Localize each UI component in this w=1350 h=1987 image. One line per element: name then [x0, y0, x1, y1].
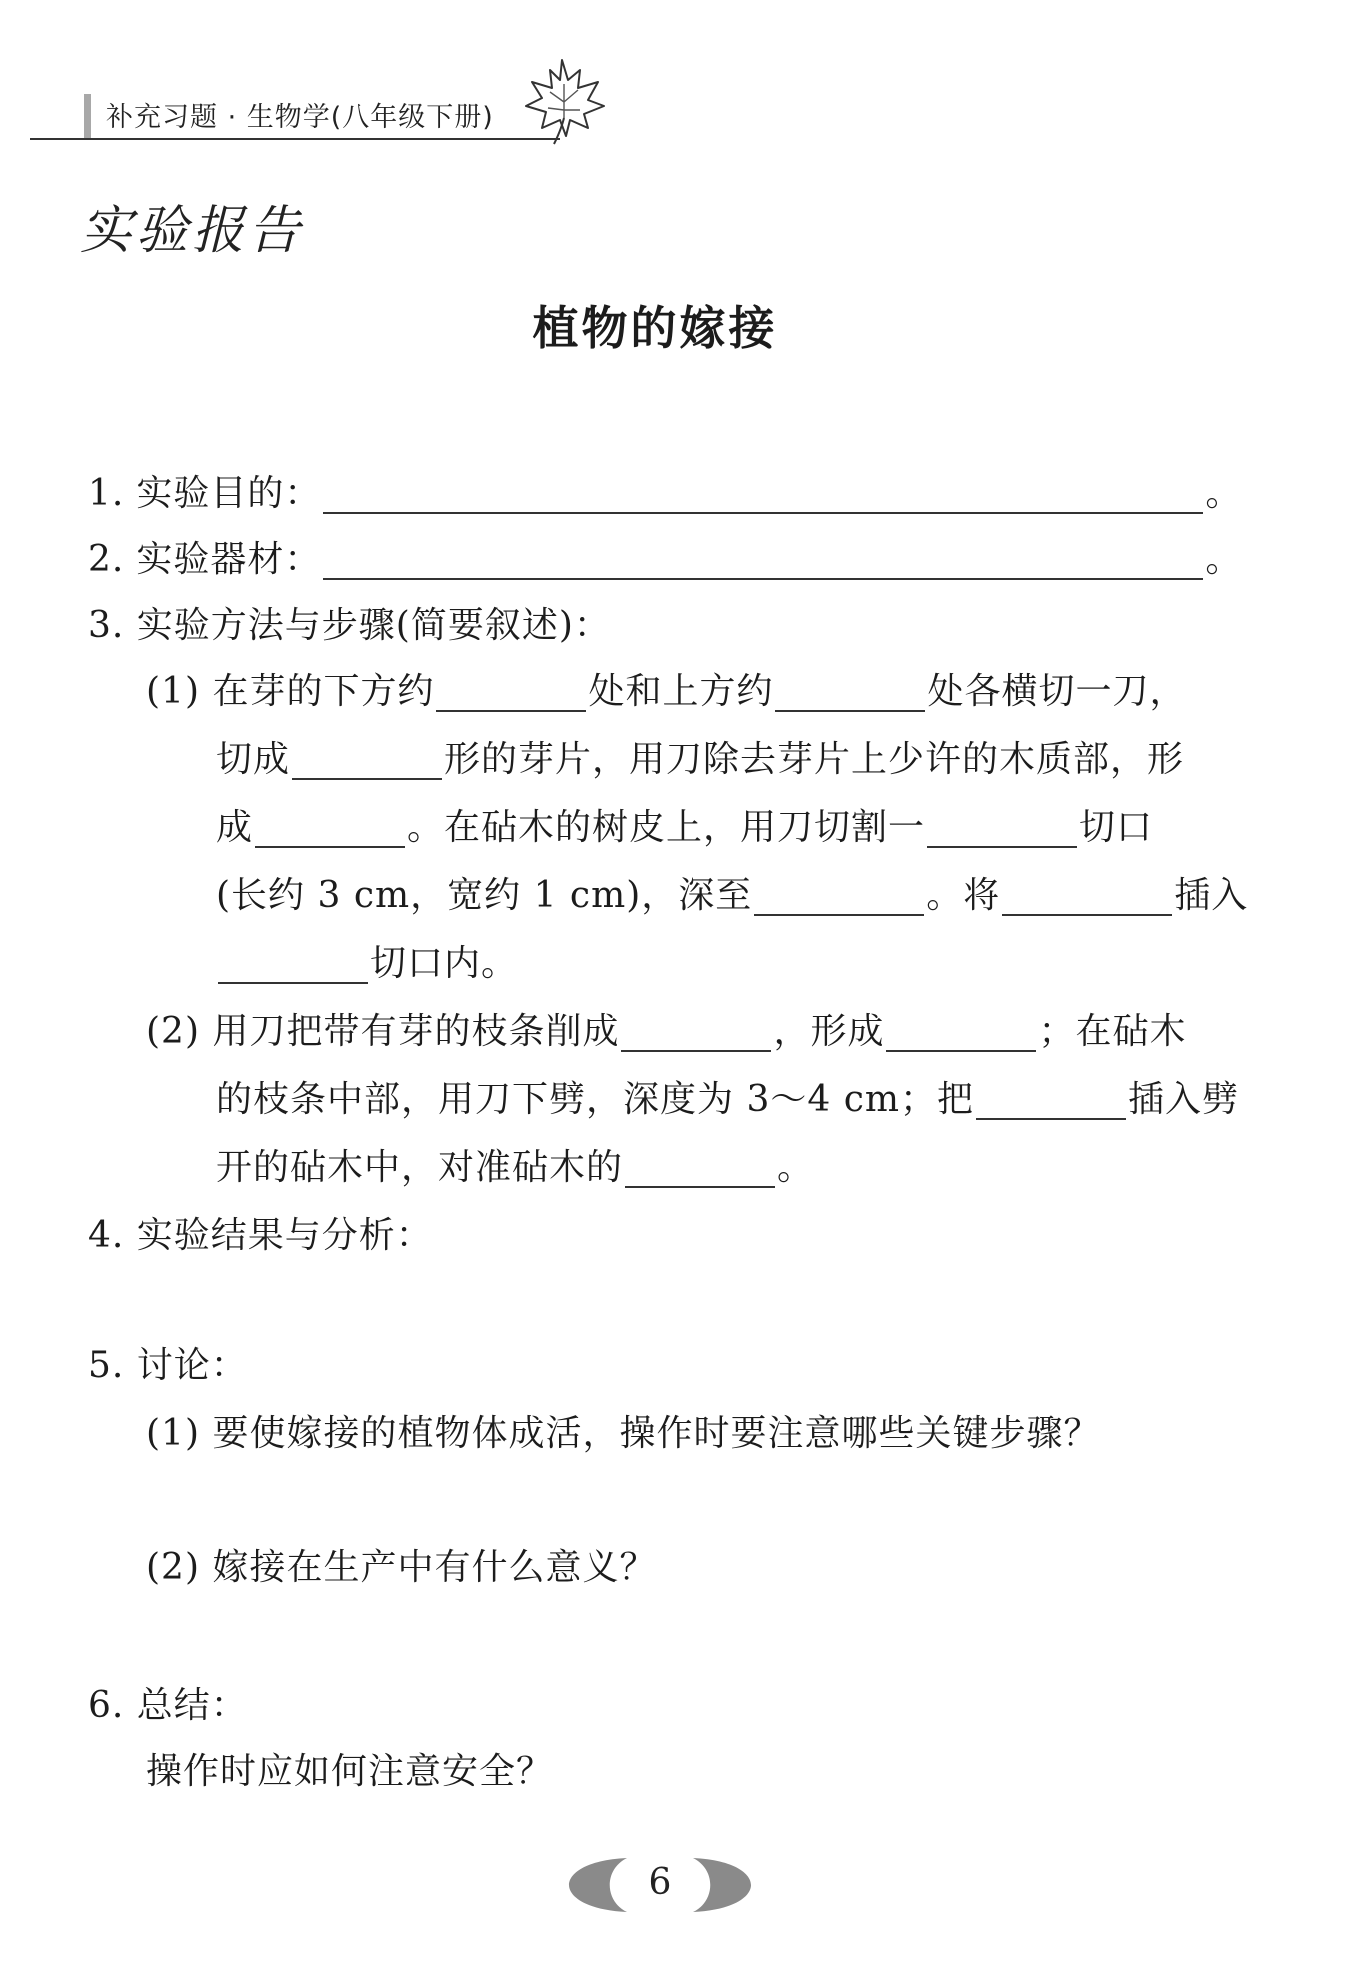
item-2-end: 。: [1205, 539, 1243, 580]
step-2-text: (2) 用刀把带有芽的枝条削成: [146, 1011, 620, 1052]
step-1-blank-6[interactable]: [754, 880, 924, 916]
step-2-text: 开的砧木中，对准砧木的: [216, 1147, 624, 1188]
page-title: 植物的嫁接: [532, 301, 778, 355]
item-4-label: 4. 实验结果与分析：: [88, 1215, 433, 1256]
item-5-label: 5. 讨论：: [88, 1345, 248, 1386]
section-title: 实验报告: [80, 201, 305, 261]
step-2-line-3: [216, 1148, 814, 1188]
step-1-blank-1[interactable]: [436, 676, 586, 712]
step-2-text: ，形成: [773, 1011, 885, 1052]
item-1-number: 1.: [88, 473, 125, 514]
page-footer: [565, 1850, 755, 1920]
item-6-label: 6. 总结：: [88, 1685, 248, 1726]
item-1-label: 实验目的：: [136, 473, 322, 514]
step-1-text: 切口内。: [370, 943, 519, 984]
step-1-text: 切口: [1079, 807, 1154, 848]
step-1-blank-8[interactable]: [218, 948, 368, 984]
step-2-blank-2[interactable]: [886, 1016, 1036, 1052]
item-5-question-2: (2) 嫁接在生产中有什么意义？: [146, 1547, 657, 1588]
step-1-blank-5[interactable]: [927, 812, 1077, 848]
step-2-line-1: [146, 1012, 1186, 1052]
step-1-text: (长约 3 cm，宽约 1 cm)，深至: [216, 875, 753, 916]
step-2-blank-4[interactable]: [625, 1152, 775, 1188]
step-1-text: 处各横切一刀，: [927, 671, 1187, 712]
step-1-text: 插入: [1174, 875, 1249, 916]
step-1-text: 。在砧木的树皮上，用刀切割一: [407, 807, 926, 848]
step-1-blank-7[interactable]: [1002, 880, 1172, 916]
step-1-text: 处和上方约: [588, 671, 774, 712]
step-1-line-5: [216, 944, 518, 984]
step-2-text: 。: [777, 1147, 815, 1188]
step-1-line-3: [216, 808, 1153, 848]
step-2-blank-1[interactable]: [621, 1016, 771, 1052]
item-2-blank[interactable]: [323, 544, 1203, 580]
step-1-text: 形的芽片，用刀除去芽片上少许的木质部，形: [444, 739, 1185, 780]
step-1-blank-3[interactable]: [292, 744, 442, 780]
item-1-blank[interactable]: [323, 478, 1203, 514]
page-number: 6: [648, 1862, 672, 1903]
step-1-line-1: [146, 672, 1186, 712]
item-5-question-1: (1) 要使嫁接的植物体成活，操作时要注意哪些关键步骤？: [146, 1413, 1101, 1454]
item-1-end: 。: [1205, 473, 1243, 514]
header-bar: [84, 94, 91, 138]
item-3-label: 3. 实验方法与步骤(简要叙述)：: [88, 605, 611, 646]
item-6-question: 操作时应如何注意安全？: [146, 1751, 554, 1792]
item-2: [88, 540, 1242, 580]
step-1-text: 。将: [926, 875, 1001, 916]
step-1-blank-2[interactable]: [775, 676, 925, 712]
step-1-line-2: [216, 740, 1184, 780]
step-1-line-4: [216, 876, 1248, 916]
maple-leaf-icon: [518, 54, 608, 146]
step-2-blank-3[interactable]: [976, 1084, 1126, 1120]
step-1-text: 切成: [216, 739, 291, 780]
step-2-text: 的枝条中部，用刀下劈，深度为 3～4 cm；把: [216, 1079, 974, 1120]
step-2-text: 插入劈: [1128, 1079, 1240, 1120]
step-2-text: ；在砧木: [1038, 1011, 1187, 1052]
item-2-label: 实验器材：: [136, 539, 322, 580]
step-1-blank-4[interactable]: [255, 812, 405, 848]
header-rule: [30, 138, 560, 140]
header-text: 补充习题 · 生物学(八年级下册): [106, 102, 494, 133]
step-1-text: 成: [216, 807, 254, 848]
step-2-line-2: [216, 1080, 1239, 1120]
item-2-number: 2.: [88, 539, 125, 580]
item-1: [88, 474, 1242, 514]
step-1-text: (1) 在芽的下方约: [146, 671, 435, 712]
